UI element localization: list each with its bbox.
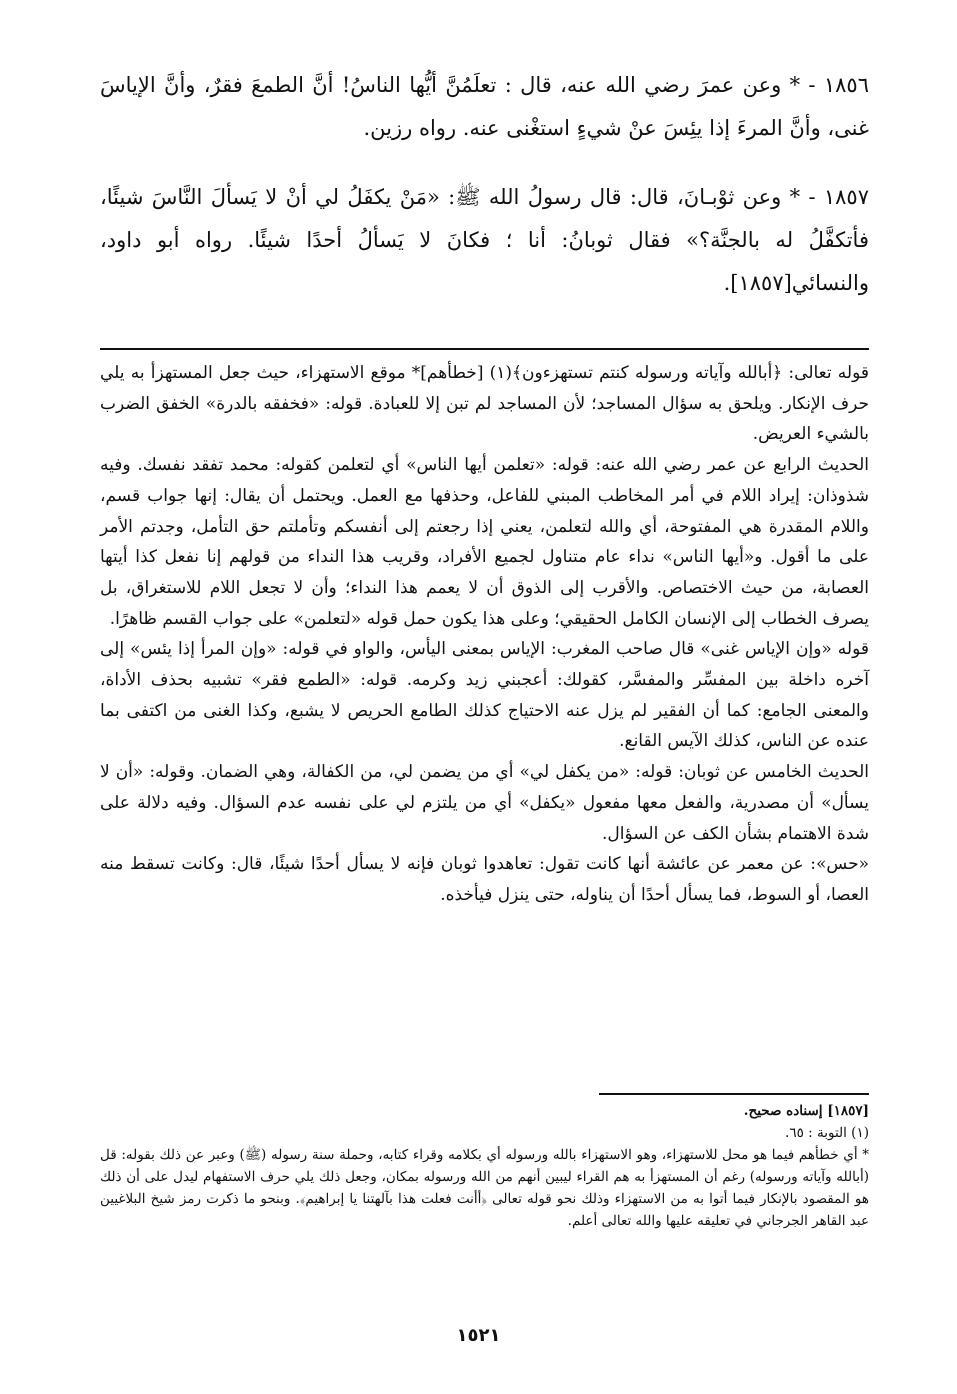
commentary-paragraph: الحديث الخامس عن ثوبان: قوله: «من يكفل لي» أي من يضمن لي، من الكفالة، وهي الضمان. وقوله: «أن لا يسأل» أن مصدرية، والفعل معها مفعول «يكفل» أي من يلتزم لي على نفسه عدم السؤال. وفيه دلالة على شدة الاهتمام بشأن الكف عن السؤال. xyxy=(100,762,869,844)
footnote-divider xyxy=(599,1093,869,1095)
footnotes-section xyxy=(100,1100,869,1232)
hadith-1857: ١٨٥٧ - * وعن ثوْبـانَ، قال: قال رسولُ الله ﷺ: «مَنْ يكفَلُ لي أنْ لا يَسألَ النَّاسَ شيئًا، فأتكفَّلُ له بالجنَّة؟» فقال ثوبانُ: أنا ؛ فكانَ لا يَسألُ أحدًا شيئًا. رواه أبو داود، والنسائي[١٨٥٧]. xyxy=(100,185,869,295)
commentary-section xyxy=(100,358,869,911)
commentary-paragraph: الحديث الرابع عن عمر رضي الله عنه: قوله: «تعلمن أيها الناس» أي لتعلمن كقوله: محمد تفقد نفسك. وفيه شذوذان: إيراد اللام في أمر المخاطب المبني للفاعل، وحذفها مع العمل. ويحتمل أن يقال: إنها جواب قسم، واللام المقدرة هي المفتوحة، أي والله لتعلمن، يعني إذا رجعتم إلى أنفسكم وتأملتم حق التأمل، وجدتم الأمر على ما أقول. و«أيها الناس» نداء عام متناول لجميع الأفراد، وقريب هذا النداء من قولهم إنا نفعل كذا أيتها العصابة، من حيث الاختصاص. والأقرب إلى الذوق أن لا يعمم هذا النداء؛ وأن لا تجعل اللام للاستغراق، بل يصرف الخطاب إلى الإنسان الكامل الحقيقي؛ وعلى هذا يكون حمل قوله «لتعلمن» على جواب القسم ظاهرًا. xyxy=(100,455,869,629)
main-divider xyxy=(100,348,869,350)
footnote-source: [١٨٥٧] إسناده صحيح. xyxy=(743,1103,869,1119)
footnote-1: (١) التوبة : ٦٥. xyxy=(785,1125,869,1141)
commentary-paragraph: «حس»: عن معمر عن عائشة أنها كانت تقول: تعاهدوا ثوبان فإنه لا يسأل أحدًا شيئًا، قال: وكانت تسقط منه العصا، أو السوط، فما يسأل أحدًا أن يناوله، حتى ينزل فيأخذه. xyxy=(100,854,869,905)
footnote-star: * أي خطأهم فيما هو محل للاستهزاء، وهو الاستهزاء بالله ورسوله أي بكلامه وقراء كتابه، وحملة سنة رسوله (ﷺ) وعبر عن ذلك بقوله: قل (أبالله وآياته ورسوله) رغم أن المستهزأ به هم القراء ليبين أنهم من الله ورسوله بمكان، وجعل ذلك يلي حرف الاستفهام ليدل على أن ذلك هو المقصود بالإنكار فيما أتوا به من الاستهزاء وذلك نحو قوله تعالى ﴿أأنت فعلت هذا بآلهتنا يا إبراهيم﴾. وبنحو ما ذكرت رمز شيخ البلاغيين عبد القاهر الجرجاني في تعليقه عليها والله تعالى أعلم. xyxy=(100,1147,869,1229)
hadith-1856: ١٨٥٦ - * وعن عمرَ رضي الله عنه، قال : تعلَمُنَّ أيُّها الناسُ! أنَّ الطمعَ فقرٌ، وأنَّ الإياسَ غنى، وأنَّ المرءَ إذا يئِسَ عنْ شيءٍ استغْنى عنه. رواه رزين. xyxy=(100,73,869,140)
commentary-paragraph: قوله «وإن الإياس غنى» قال صاحب المغرب: الإياس بمعنى اليأس، والواو في قوله: «وإن المرأ إذا يئس» إلى آخره داخلة بين المفسِّر والمفسَّر، كقولك: أعجبني زيد وكرمه. قوله: «الطمع فقر» تشبيه بحذف الأداة، والمعنى الجامع: كما أن الفقير لم يزل عنه الاحتياج كذلك الطامع الحريص لا يشبع، وكذا الغنى من اكتفى بما عنده عن الناس، كذلك الآيس القانع. xyxy=(100,639,869,752)
page-number: ١٥٢١ xyxy=(456,1325,501,1346)
commentary-paragraph: قوله تعالى: ﴿أبالله وآياته ورسوله كنتم تستهزءون﴾(١) [خطأهم]* موقع الاستهزاء، حيث جعل المستهزأ به يلي حرف الإنكار. ويلحق به سؤال المساجد؛ لأن المساجد لم تبن إلا للعبادة. قوله: «فخفقه بالدرة» الخفق الضرب بالشيء العريض. xyxy=(100,363,869,445)
